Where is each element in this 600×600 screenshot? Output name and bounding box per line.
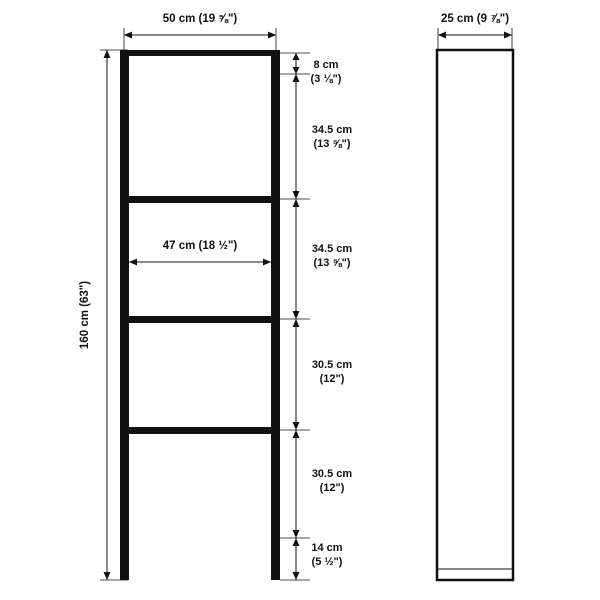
arrow-seg3-top bbox=[293, 199, 300, 207]
arrow-seg6-bottom bbox=[293, 572, 300, 580]
segment-5-value: 30.5 cm bbox=[311, 468, 353, 480]
arrow-seg5-bottom bbox=[293, 530, 300, 538]
arrow-seg5-top bbox=[293, 430, 300, 438]
shelf-2 bbox=[120, 316, 280, 323]
arrow-right-side-width bbox=[504, 32, 512, 39]
arrow-left-inner-width bbox=[129, 259, 137, 266]
arrow-seg6-top bbox=[293, 538, 300, 546]
arrow-seg1-bottom bbox=[293, 67, 300, 74]
arrow-right-top-width bbox=[268, 32, 276, 39]
right-upright bbox=[271, 50, 280, 580]
segment-4-imperial: (12") bbox=[319, 373, 345, 385]
segment-3-imperial: (13 ⅝") bbox=[313, 257, 351, 269]
front-view bbox=[79, 13, 352, 580]
arrow-right-inner-width bbox=[263, 259, 271, 266]
segment-1-imperial: (3 ⅛") bbox=[310, 73, 342, 85]
arrow-top-height bbox=[104, 50, 111, 58]
side-body bbox=[437, 50, 513, 580]
arrow-seg1-top bbox=[293, 53, 300, 60]
top-rail bbox=[120, 50, 280, 56]
front-width-label: 50 cm (19 ⅝") bbox=[162, 13, 238, 25]
arrow-seg4-bottom bbox=[293, 422, 300, 430]
arrow-bottom-height bbox=[104, 572, 111, 580]
arrow-seg4-top bbox=[293, 319, 300, 327]
arrow-seg2-bottom bbox=[293, 191, 300, 199]
shelf-3 bbox=[120, 427, 280, 434]
total-height-label: 160 cm (63") bbox=[79, 280, 91, 350]
segment-4-value: 30.5 cm bbox=[311, 359, 353, 371]
left-upright bbox=[120, 50, 129, 580]
arrow-seg2-top bbox=[293, 74, 300, 82]
segment-3-value: 34.5 cm bbox=[311, 243, 353, 255]
arrow-seg3-bottom bbox=[293, 311, 300, 319]
segment-2-value: 34.5 cm bbox=[311, 124, 353, 136]
segment-6-value: 14 cm bbox=[311, 542, 343, 554]
segment-2-imperial: (13 ⅝") bbox=[313, 138, 351, 150]
segment-1-value: 8 cm bbox=[313, 59, 339, 71]
side-width-label: 25 cm (9 ⅞") bbox=[440, 13, 510, 25]
segment-6-imperial: (5 ½") bbox=[311, 556, 343, 568]
segment-5-imperial: (12") bbox=[319, 482, 345, 494]
arrow-left-top-width bbox=[124, 32, 132, 39]
side-view bbox=[437, 13, 513, 580]
inner-width-label: 47 cm (18 ½") bbox=[162, 240, 238, 252]
shelf-1 bbox=[120, 196, 280, 203]
arrow-left-side-width bbox=[438, 32, 446, 39]
